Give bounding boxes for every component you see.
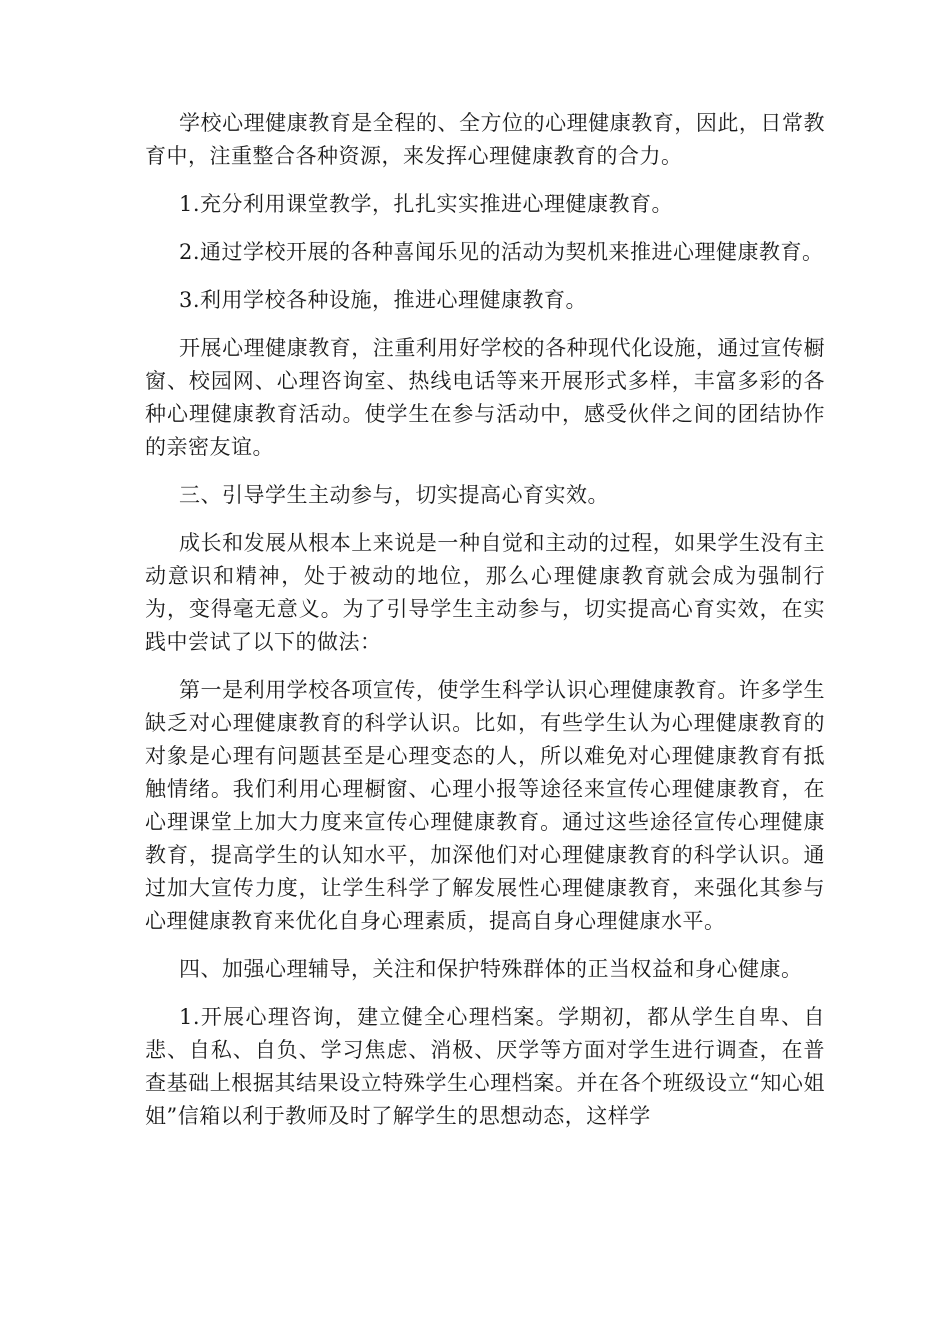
section-heading-3: 三、引导学生主动参与，切实提高心育实效。	[179, 483, 609, 507]
paragraph-publicity: 第一是利用学校各项宣传，使学生科学认识心理健康教育。许多学生缺乏对心理健康教育的科学认识。比如，有些学生认为心理健康教育的对象是心理有问题甚至是心理变态的人，所以难免对心理健康教育有抵触情绪。我们利用心理橱窗、心理小报等途径来宣传心理健康教育，在心理课堂上加大力度来宣传心理健康教育。通过这些途径宣传心理健康教育，提高学生的认知水平，加深他们对心理健康教育的科学认识。通过加大宣传力度，让学生科学了解发展性心理健康教育，来强化其参与心理健康教育来优化自身心理素质，提高自身心理健康水平。	[145, 678, 825, 933]
paragraph-item-1: 1.充分利用课堂教学，扎扎实实推进心理健康教育。	[179, 192, 674, 216]
paragraph-item-2: 2.通过学校开展的各种喜闻乐见的活动为契机来推进心理健康教育。	[179, 240, 824, 264]
paragraph-facilities: 开展心理健康教育，注重利用好学校的各种现代化设施，通过宣传橱窗、校园网、心理咨询室、热线电话等来开展形式多样，丰富多彩的各种心理健康教育活动。使学生在参与活动中，感受伙伴之间的团结协作的亲密友谊。	[145, 336, 825, 459]
paragraph-intro: 学校心理健康教育是全程的、全方位的心理健康教育，因此，日常教育中，注重整合各种资源，来发挥心理健康教育的合力。	[145, 111, 825, 168]
section-heading-4: 四、加强心理辅导，关注和保护特殊群体的正当权益和身心健康。	[179, 957, 803, 981]
paragraph-item-3: 3.利用学校各种设施，推进心理健康教育。	[179, 288, 588, 312]
paragraph-counseling: 1.开展心理咨询，建立健全心理档案。学期初，都从学生自卑、自悲、自私、自负、学习焦虑、消极、厌学等方面对学生进行调查，在普查基础上根据其结果设立特殊学生心理档案。并在各个班级设立“知心姐姐”信箱以利于教师及时了解学生的思想动态，这样学	[145, 1005, 825, 1128]
paragraph-participation: 成长和发展从根本上来说是一种自觉和主动的过程，如果学生没有主动意识和精神，处于被动的地位，那么心理健康教育就会成为强制行为，变得毫无意义。为了引导学生主动参与，切实提高心育实效，在实践中尝试了以下的做法：	[145, 531, 825, 654]
document-body	[145, 107, 825, 1148]
